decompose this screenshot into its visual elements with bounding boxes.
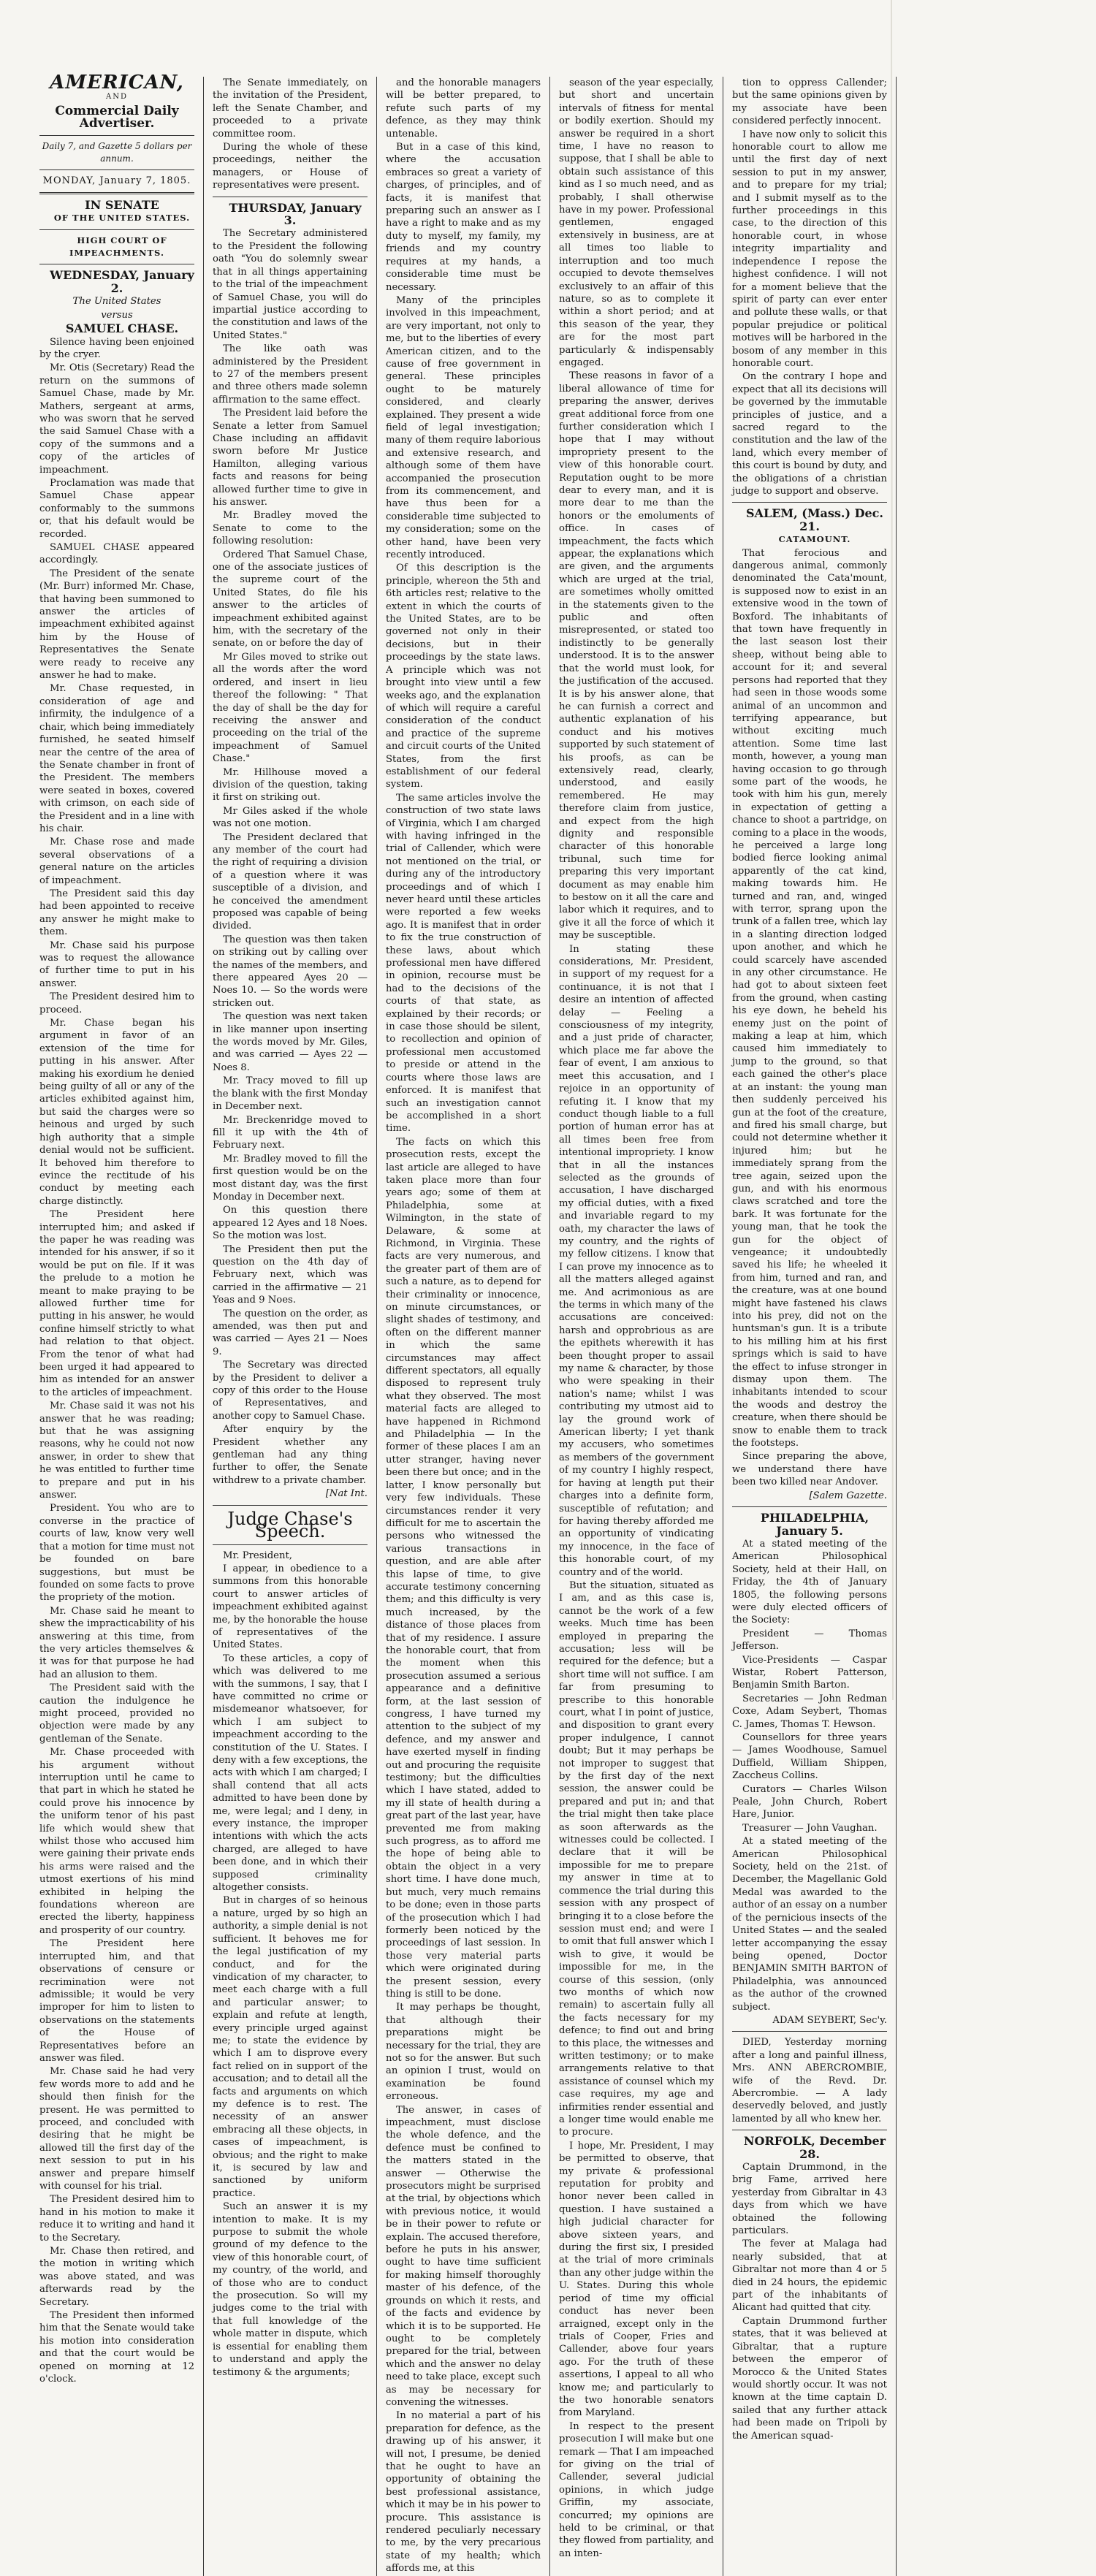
senate-subheading: OF THE UNITED STATES. (53, 213, 191, 224)
paragraph: Mr. Chase said he had very few words more to add and he should then finish for the present. He was permitted to proceed, and concluded with desiring that he might be allowed till the first day of the next session to put in his answer and prepare himself with counsel for his trial. (39, 2066, 194, 2192)
paragraph: Mr. Chase said he meant to shew the impracticability of his answering at this time, from the very articles themselves & it was for that purpose he had had an allusion to them. (39, 1605, 194, 1680)
paragraph: Mr. Chase then retired, and the motion in writing which was above stated, and was afterwards read by the Secretary. (39, 2246, 194, 2308)
paragraph: In stating these considerations, Mr. President, in support of my request for a continuance, it is not that I desire an intention of affected delay — Feeling a consciousness of my integrity, and a just pride of character, which place me far above the fear of event, I am anxious to meet this accusation, and I rejoice in an opportunity of refuting it. I know that my conduct though liable to a full portion of human error has at all times been free from intentional impropriety. I know that in all the instances selected as the grounds of accusation, I have discharged my official duties, with a fixed and invariable regard to my oath, my character the laws of my country, and the rights of my fellow citizens. I know that I can prove my innocence as to all the matters alleged against me. And acrimonious as are the terms in which many of the accusations are conceived: harsh and opprobrious as are the epithets wherewith it has been thought proper to assail my name & character, by those who were speaking in their nation's name; whilst I was contributing my utmost aid to lay the ground work of American liberty; I yet thank my accusers, who sometimes as members of the government of my country I highly respect, for having at length put their charges into a definite form, susceptible of refutation; and for having thereby afforded me an opportunity of vindicating my innocence, in the face of this honorable court, of my country and of the world. (559, 943, 714, 1578)
masthead-subtitle: Commercial Daily Advertiser. (55, 103, 179, 132)
source-credit: [Salem Gazette. (809, 1490, 887, 1501)
paragraph: During the whole of these proceedings, neither the managers, or House of representatives were present. (213, 142, 368, 191)
paragraph: In respect to the present prosecution I will make but one remark — That I am impeached for giving on the trial of Callender, several judicial opinions, in which judge Griffin, my associate, concurred; my opinions are held to be criminal, or that they flowed from partiality, and an inten- (559, 2420, 714, 2559)
speech-salutation: Mr. President, (223, 1550, 292, 1561)
paragraph: The question was next taken in like manner upon inserting the words moved by Mr. Giles, and was carried — Ayes 22 — Noes 8. (213, 1011, 368, 1073)
paragraph: The President laid before the Senate a letter from Samuel Chase including an affidavit sworn before Mr Justice Hamilton, alleging various facts and reasons for being allowed further time to give in his answer. (213, 408, 368, 508)
paragraph: Captain Drummond further states, that it was believed at Gibraltar, that a rupture between the emperor of Morocco & the United States would shortly occur. It was not known at the time captain D. sailed that any further attack had been made on Tripoli by the American squad- (732, 2315, 887, 2442)
paragraph: But in a case of this kind, where the accusation embraces so great a variety of charges, of principles, and of facts, it is manifest that preparing such an answer as I have a right to make and as my duty to myself, my family, my friends and my country requires at my hands, a considerable time must be necessary. (386, 142, 541, 293)
paragraph: Mr. Otis (Secretary) Read the return on the summons of Samuel Chase, made by Mr. Mathers, sergeant at arms, who was sworn that he served the said Samuel Chase with a copy of the summons and a copy of the articles of impeachment. (39, 362, 194, 476)
speech-title: Judge Chase's Speech. (227, 1508, 353, 1542)
paragraph: Such an answer it is my intention to make. It is my purpose to submit the whole ground of my defence to the view of this honorable court, of my country, of the world, and of those who are to conduct the prosecution. So will my judges come to the trial with that full knowledge of the whole matter in dispute, which is essential for enabling them to understand and apply the testimony & the arguments; (213, 2201, 368, 2378)
masthead-title: AMERICAN, (50, 72, 184, 94)
paragraph: The same articles involve the construction of two state laws of Virginia, which I am charged with having infringed in the trial of Callender, which were not mentioned on the trial, or during any of the introductory proceedings and of which I never heard until these articles were reported a few weeks ago. It is manifest that in order to fix the true construction of these laws, about which professional men have differed in opinion, recourse must be had to the decisions of the courts of that state, as explained by their records; or in case those should be silent, to recollection and opinion of professional men accustomed to preside or attend in the courts where those laws are enforced. It is manifest that such an investigation cannot be accomplished in a short time. (386, 792, 541, 1135)
day-heading: WEDNESDAY, January 2. (50, 268, 194, 295)
paragraph: At a stated meeting of the American Philosophical Society, held on the 21st. of December, the Magellanic Gold Medal was awarded to the author of an essay on a number of the pernicious insects of the United States — and the sealed letter accompanying the essay being opened, Doctor BENJAMIN SMITH BARTON of Philadelphia, was announced as the author of the crowned subject. (732, 1836, 887, 2013)
column-5 (723, 77, 897, 2576)
paragraph: On this question there appeared 12 Ayes and 18 Noes. So the motion was lost. (213, 1205, 368, 1242)
paragraph: President — Thomas Jefferson. (732, 1628, 887, 1653)
paragraph: Mr. Chase proceeded with his argument without interruption until he came to that part in which he stated he could prove his innocence by the uniform tenor of his past life which would shew that whilst those who accused him were gaining their private ends his arms were raised and the utmost exertions of his mind exhibited in helping the foundations whereon are erected the liberty, happiness and prosperity of our country. (39, 1747, 194, 1936)
paragraph: Curators — Charles Wilson Peale, John Church, Robert Hare, Junior. (732, 1783, 887, 1821)
paragraph: The President of the senate (Mr. Burr) informed Mr. Chase, that having been summoned to answer the articles of impeachment exhibited against him by the House of Representatives the Senate were ready to receive any answer he had to make. (39, 568, 194, 682)
paragraph: On the contrary I hope and expect that all its decisions will be governed by the immutable principles of justice, and a sacred regard to the constitution and the law of the land, which every member of this court is bound by duty, and the obligations of a christian judge to support and observe. (732, 371, 887, 497)
paragraph: But in charges of so heinous a nature, urged by so high an authority, a simple denial is not sufficient. It behoves me for the legal justification of my conduct, and for the vindication of my character, to meet each charge with a full and particular answer; to explain and refute at length, every principle urged against me; to state the evidence by which I am to disprove every fact relied on in support of the accusation; and to detail all the facts and arguments on which my defence is to rest. The necessity of an answer embracing all these objects, in cases of impeachment, is obvious; and the right to make it, is secured by law and sanctioned by uniform practice. (213, 1895, 368, 2199)
paragraph: The President desired him to hand in his motion to make it reduce it to writing and hand it to the Secretary. (39, 2194, 194, 2244)
paragraph: Mr Giles moved to strike out all the words after the word ordered, and insert in lieu thereof the following: " That the day of shall be the day for receiving the answer and proceeding on the trial of the impeachment of Samuel Chase." (213, 651, 368, 765)
paragraph: Counsellors for three years — James Woodhouse, Samuel Duffield, William Shippen, Zaccheus Collins. (732, 1732, 887, 1782)
paragraph: I hope, Mr. President, I may be permitted to observe, that my private & professional reputation for probity and honor never been called in question. I have sustained a high judicial character for above sixteen years, and during the first six, I presided at the trial of more criminals than any other judge within the U. States. During this whole period of time my official conduct has never been arraigned, except only in the trials of Cooper, Fries and Callender, above four years ago. For the truth of these assertions, I appeal to all who know me; and particularly to the two honorable senators from Maryland. (559, 2140, 714, 2419)
paragraph: It may perhaps be thought, that although their preparations might be necessary for the trial, they are not so for the answer. But such an opinion I trust, would on examination be found erroneous. (386, 2002, 541, 2103)
column-3 (377, 77, 550, 2576)
column-2 (204, 77, 377, 2576)
paragraph: The President here interrupted him; and asked if the paper he was reading was intended for his answer, if so it would be put on file. If it was the prelude to a motion he meant to make praying to be allowed further time for putting in his answer, he would confine himself strictly to what had relation to that object. From the tenor of what had been urged it had appeared to him as intended for an answer to the articles of impeachment. (39, 1209, 194, 1398)
paragraph: Treasurer — John Vaughan. (742, 1822, 878, 1834)
case-versus: versus (101, 309, 133, 321)
paragraph: Silence having been enjoined by the cryer. (39, 336, 194, 360)
masthead-and: AND (106, 93, 128, 102)
thursday-heading: THURSDAY, January 3. (229, 200, 362, 228)
paragraph: Mr. Bradley moved to fill the first question would be on the most distant day, was the first Monday in December next. (213, 1153, 368, 1203)
paragraph: Mr. Chase rose and made several observations of a general nature on the articles of impeachment. (39, 837, 194, 886)
column-4 (550, 77, 723, 2576)
senate-proceedings (39, 336, 194, 2386)
column-6 (897, 77, 1070, 2576)
paragraph: Mr. Chase requested, in consideration of age and infirmity, the indulgence of a chair, which being immediately furnished, he seated himself near the centre of the area of the Senate chamber in front of the President. The members were seated in boxes, covered with crimson, on each side of the President and in a line with his chair. (39, 683, 194, 834)
paragraph: President. You who are to converse in the practice of courts of law, know very well that a motion for time must not be founded on bare suggestions, but must be founded on some facts to prove the propriety of the motion. (39, 1503, 194, 1604)
paragraph: The question was then taken on striking out by calling over the names of the members, and there appeared Ayes 20 — Noes 10. — So the words were stricken out. (213, 934, 368, 1009)
paragraph: The like oath was administered by the President to 27 of the members present and three others made solemn affirmation to the same effect. (213, 343, 368, 405)
paragraph: Mr. Chase said his purpose was to request the allowance of further time to put in his answer. (39, 940, 194, 989)
court-heading: HIGH COURT OF IMPEACHMENTS. (69, 235, 167, 259)
paragraph: Ordered That Samuel Chase, one of the associate justices of the supreme court of the United States, do file his answer to the articles of impeachment exhibited against him, with the secretary of the senate, on or before the day of (213, 549, 368, 649)
senate-heading: IN SENATE (85, 197, 159, 212)
paragraph: Mr. Bradley moved the Senate to come to the following resolution: (213, 510, 368, 547)
paragraph: Secretaries — John Redman Coxe, Adam Seybert, Thomas C. James, Thomas T. Hewson. (732, 1693, 887, 1730)
subscription-terms: Daily 7, and Gazette 5 dollars per annum. (42, 140, 192, 164)
paragraph: I have now only to solicit this honorable court to allow me until the first day of next session to put in my answer, and to prepare for my trial; and I submit myself as to the further proceedings in this case, to the direction of this honorable court, in whose integrity impartiality and independence I repose the highest confidence. I will not for a moment believe that the spirit of party can ever enter and pollute these walls, or that popular prejudice or political motives will be harbored in the bosom of any member in this honorable court. (732, 129, 887, 369)
salem-heading: SALEM, (Mass.) Dec. 21. (745, 506, 883, 533)
issue-date: MONDAY, January 7, 1805. (42, 175, 191, 187)
paragraph: The Secretary administered to the President the following oath "You do solemnly swear that in all things appertaining to the trial of the impeachment of Samuel Chase, you will do impartial justice according to the constitution and laws of the United States." (213, 228, 368, 341)
paragraph: tion to oppress Callender; but the same opinions given by my associate have been considered perfectly innocent. (732, 77, 887, 127)
paragraph: To these articles, a copy of which was delivered to me with the summons, I say, that I have committed no crime or misdemeanor whatsoever, for which I am subject to impeachment according to the constitution of the U. States. I deny with a few exceptions, the acts with which I am charged; I shall contend that all acts admitted to have been done by me, were legal; and I deny, in every instance, the improper intentions with which the acts charged, are alleged to have been done, and in which their supposed criminality altogether consists. (213, 1653, 368, 1894)
case-party-1: The United States (72, 296, 161, 308)
salem-subheading: CATAMOUNT. (778, 534, 851, 545)
philadelphia-heading: PHILADELPHIA, January 5. (760, 1511, 869, 1538)
paragraph: Many of the principles involved in this impeachment, are very important, not only to me, but to the liberties of every American citizen, and to the cause of free government in general. These principles ought to be maturely considered, and clearly explained. They present a wide field of legal investigation; many of them require laborious and extensive research, and although some of them have accompanied the prosecution from its commencement, and have thus been for a considerable time subjected to my consideration; some on the other hand, have been very recently introduced. (386, 294, 541, 561)
paragraph: Mr Giles asked if the whole was not one motion. (213, 805, 368, 830)
paragraph: The President then put the question on the 4th day of February next, which was carried in the affirmative — 21 Yeas and 9 Noes. (213, 1243, 368, 1306)
secretary-signature: ADAM SEYBERT, Sec'y. (772, 2014, 887, 2026)
paragraph: The fever at Malaga had nearly subsided, that at Gibraltar not more than 4 or 5 died in 24 hours, the epidemic part of the inhabitants of Alicant had quitted that city. (732, 2238, 887, 2314)
norfolk-heading: NORFOLK, December 28. (743, 2134, 886, 2161)
paragraph: These reasons in favor of a liberal allowance of time for preparing the answer, derives great additional force from one further consideration which I hope that I may without impropriety present to the view of this honorable court. Reputation ought to be more dear to every man, and it is more dear to me than the honors or the emoluments of office. In cases of impeachment, the facts which appear, the explanations which are given, and the arguments which are urged at the trial, are sometimes wholly omitted in the statements given to the public and often misrepresented, or stated too indistinctly to be generally understood. It is to the answer that the world must look, for the justification of the accused. It is by his answer alone, that he can furnish a correct and authentic explanation of his conduct and his motives supported by such statement of his proofs, as can be extensively read, clearly, understood, and easily remembered. He may therefore claim from justice, and expect from the high dignity and responsible character of this honorable tribunal, such time for preparing this very important document as may enable him to bestow on it all the care and labor which it requires, and to give it all the force of which it may be susceptible. (559, 370, 714, 942)
paragraph: Mr. Chase said it was not his answer that he was reading; but that he was assigning reasons, why he could not now answer, in order to shew that he was entitled to further time to prepare and put in his answer. (39, 1401, 194, 1501)
column-1 (31, 72, 204, 2576)
paragraph: The President said with the caution the indulgence he might proceed, provided no objection were made by any gentleman of the Senate. (39, 1683, 194, 1745)
paragraph: Captain Drummond, in the brig Fame, arrived here yesterday from Gibraltar in 43 days from which we have obtained the following particulars. (732, 2162, 887, 2237)
source-credit: [Nat Int. (325, 1488, 368, 1500)
paragraph: Mr. Tracy moved to fill up the blank with the first Monday in December next. (213, 1075, 368, 1113)
paragraph: Mr. Chase began his argument in favor of an extension of the time for putting in his answer. After making his exordium he denied being guilty of all or any of the articles exhibited against him, but said the charges were so heinous and urged by such high authority that a simple denial would not be sufficient. It behoved him therefore to evince the rectitude of his conduct by meeting each charge distinctly. (39, 1018, 194, 1207)
masthead (39, 72, 194, 188)
death-notice: DIED, Yesterday morning after a long and painful illness, Mrs. ANN ABERCROMBIE, wife of the Revd. Dr. Abercrombie. — A lady deservedly beloved, and justly lamented by all who knew her. (732, 2037, 887, 2125)
paragraph: Vice-Presidents — Caspar Wistar, Robert Patterson, Benjamin Smith Barton. (732, 1654, 887, 1691)
paragraph: The answer, in cases of impeachment, must disclose the whole defence, and the defence must be confined to the matters stated in the answer — Otherwise the prosecutors might be surprised at the trial, by objections which with previous notice, it would be in their power to refute or explain. The accused therefore, before he puts in his answer, ought to have time sufficient for making himself thoroughly master of his defence, of the grounds on which it rests, and of the facts and evidence by which it is to be supported. He ought to be completely prepared for the trial, between which and the answer no delay need to take place, except such as may be necessary for convening the witnesses. (386, 2104, 541, 2408)
paragraph: The President desired him to proceed. (39, 991, 194, 1015)
case-party-2: SAMUEL CHASE. (65, 321, 179, 336)
paragraph: In no material a part of his preparation for defence, as the drawing up of his answer, it will not, I presume, be denied that he ought to have an opportunity of obtaining the best professional assistance, which it may be in his power to procure. This assistance is rendered peculiarly necessary to me, by the very precarious state of my health; which affords me, at this (386, 2410, 541, 2575)
paragraph: The facts on which this prosecution rests, except the last article are alleged to have taken place more than four years ago; some of them at Philadelphia, some at Wilmington, in the state of Delaware, & some at Richmond, in Virginia. These facts are very numerous, and the greater part of them are of such a nature, as to depend for their criminality or innocence, on minute circumstances, or slight shades of testimony, and often on the different manner in which the same circumstances may affect different spectators, all equally disposed to represent truly what they observed. The most material facts are alleged to have happened in Richmond and Philadelphia — In the former of these places I am an utter stranger, having never been there but once; and in the latter, I know personally but very few individuals. These circumstances render it very difficult for me to ascertain the persons who witnessed the various transactions in question, and are able after this lapse of time, to give accurate testimony concerning them; and this difficulty is very much increased, by the distance of those places from that of my residence. I assure the honorable court, that from the moment when this prosecution assumed a serious appearance and a definitive form, at the last session of congress, I have turned my attention to the subject of my defence, and my answer and have exerted myself in finding out and procuring the requisite testimony; but the difficulties which I have stated, added to my ill state of health during a great part of the last year, have prevented me from making such progress, as to afford me the hope of being able to obtain the object in a very short time. I have done much, but much, very much remains to be done; even in those parts of the prosecution which I had formerly been noticed by the proceedings of last session. In those very material parts which were originated during the present session, every thing is still to be done. (386, 1136, 541, 2000)
paragraph: Proclamation was made that Samuel Chase appear conformably to the summons or, that his default would be recorded. (39, 477, 194, 540)
paragraph: The Secretary was directed by the President to deliver a copy of this order to the House of Representatives, and another copy to Samuel Chase. (213, 1360, 368, 1422)
paragraph: Since preparing the above, we understand there have been two killed near Andover. (732, 1451, 887, 1488)
paragraph: I appear, in obedience to a summons from this honorable court to answer articles of impeachment exhibited against me, by the honorable the house of representatives of the United States. (213, 1563, 368, 1651)
paragraph: But the situation, situated as I am, and as this case is, cannot be the work of a few weeks. Much time has been employed in preparing the accusation; less will be required for the defence; but a short time will not suffice. I am far from presuming to prescribe to this honorable court, what I in point of justice, and disposition to grant every proper indulgence, I cannot doubt; But it may perhaps be not improper to suggest that by the first day of the next session, the answer could be prepared and put in; and that the trial might then take place as soon afterwards as the witnesses could be collected. I declare that it will be impossible for me to prepare my answer in time at to commence the trial during this session with any prospect of bringing it to a close before the session must end; and were I to omit that full answer which I wish to give, it would be impossible for me, in the course of this session, (only two months of which now remain) to ascertain fully all the facts necessary for my defence; to find out and bring to this place, the witnesses and written testimony; or to make arrangements relative to that assistance of counsel which my case requires, my age and infirmities render essential and a longer time would enable me to procure. (559, 1579, 714, 2138)
paragraph: That ferocious and dangerous animal, commonly denominated the Cata'mount, is supposed now to exist in an extensive wood in the town of Boxford. The inhabitants of that town have frequently in the last season lost their sheep, without being able to account for it; and several persons had reported that they had seen in those woods some animal of an uncommon and terrifying appearance, but without exciting much attention. Some time last month, however, a young man having occasion to go through some part of the woods, he took with him his gun, merely in expectation of getting a chance to shoot a partridge, on coming to a place in the woods, he perceived a large long bodied fierce looking animal apparently of the cat kind, making towards him. He turned and ran, and, winged with terror, sprang upon the trunk of a fallen tree, which lay in a slanting direction lodged upon another, and which he could scarcely have ascended in any other circumstance. He had got to about sixteen feet from the ground, when casting his eye down, he beheld his enemy just on the point of making a leap at him, which caused him immediately to jump to the ground, so that each gained the other's place at an instant: the young man then suddenly perceived his gun at the foot of the creature, and fired his small charge, but could not determine whether it injured him; but he immediately sprang from the tree again, seized upon the gun, and with his enormous claws scratched and tore the bark. It was fortunate for the young man, that he took the gun for the object of vengeance; it undoubtedly saved his life; he wheeled it from him, turned and ran, and the creature, was at one bound might have fastened his claws into his prey, did not on the huntsman's gun. It is a tribute to his milling him at his first springs which is said to have the effect to infuse stronger in dismay upon them. The inhabitants intended to scour the woods and destroy the creature, when there should be snow to enable them to track the footsteps. (732, 547, 887, 1449)
paragraph: After enquiry by the President whether any gentleman had any thing further to offer, the Senate withdrew to a private chamber. (213, 1424, 368, 1486)
paragraph: The President here interrupted him, and that observations of censure or recrimination were not admissible; it would be very improper for him to listen to observations on the statements of the House of Representatives before an answer was filed. (39, 1938, 194, 2064)
paragraph: Mr. Breckenridge moved to fill it up with the 4th of February next. (213, 1114, 368, 1151)
paragraph: SAMUEL CHASE appeared accordingly. (39, 542, 194, 566)
column-grid (31, 72, 1070, 2575)
paragraph: The President said this day had been appointed to receive any answer he might make to them. (39, 888, 194, 938)
paragraph: The President declared that any member of the court had the right of requiring a division of a question where it was susceptible of a division, and he conceived the amendment proposed was capable of being divided. (213, 831, 368, 932)
paragraph: and the honorable managers will be better prepared, to refute such parts of my defence, as they may think untenable. (386, 77, 541, 140)
paragraph: Mr. Hillhouse moved a division of the question, taking it first on striking out. (213, 766, 368, 804)
paragraph: The question on the order, as amended, was then put and was carried — Ayes 21 — Noes 9. (213, 1308, 368, 1357)
paragraph: The Senate immediately, on the invitation of the President, left the Senate Chamber, and proceeded to a private committee room. (213, 77, 368, 140)
paragraph: The President then informed him that the Senate would take his motion into consideration and that the court would be opened on morning at 12 o'clock. (39, 2310, 194, 2385)
paragraph: season of the year especially, but short and uncertain intervals of fitness for mental or bodily exertion. Should my answer be required in a short time, I have no reason to suppose, that I shall be able to obtain such assistance of this kind as I so much need, and as probably, I shall otherwise have in my power. Professional gentlemen, engaged extensively in business, are at all times too liable to interruption and too much occupied to devote themselves exclusively to an affair of this nature, so as to complete it within a short period; and at this season of the year, they are for the most part particularly & indispensably engaged. (559, 77, 714, 368)
paragraph: At a stated meeting of the American Philosophical Society, held at their Hall, on Friday, the 4th of January 1805, the following persons were duly elected officers of the Society: (732, 1538, 887, 1626)
paragraph: Of this description is the principle, whereon the 5th and 6th articles rest; relative to the extent in which the courts of the United States, are to be governed not only in their decisions, but in their proceedings by the state laws. A principle which was not brought into view until a few weeks ago, and the explanation of which will require a careful consideration of the conduct and practice of the supreme and circuit courts of the United States, from the first establishment of our federal system. (386, 563, 541, 790)
